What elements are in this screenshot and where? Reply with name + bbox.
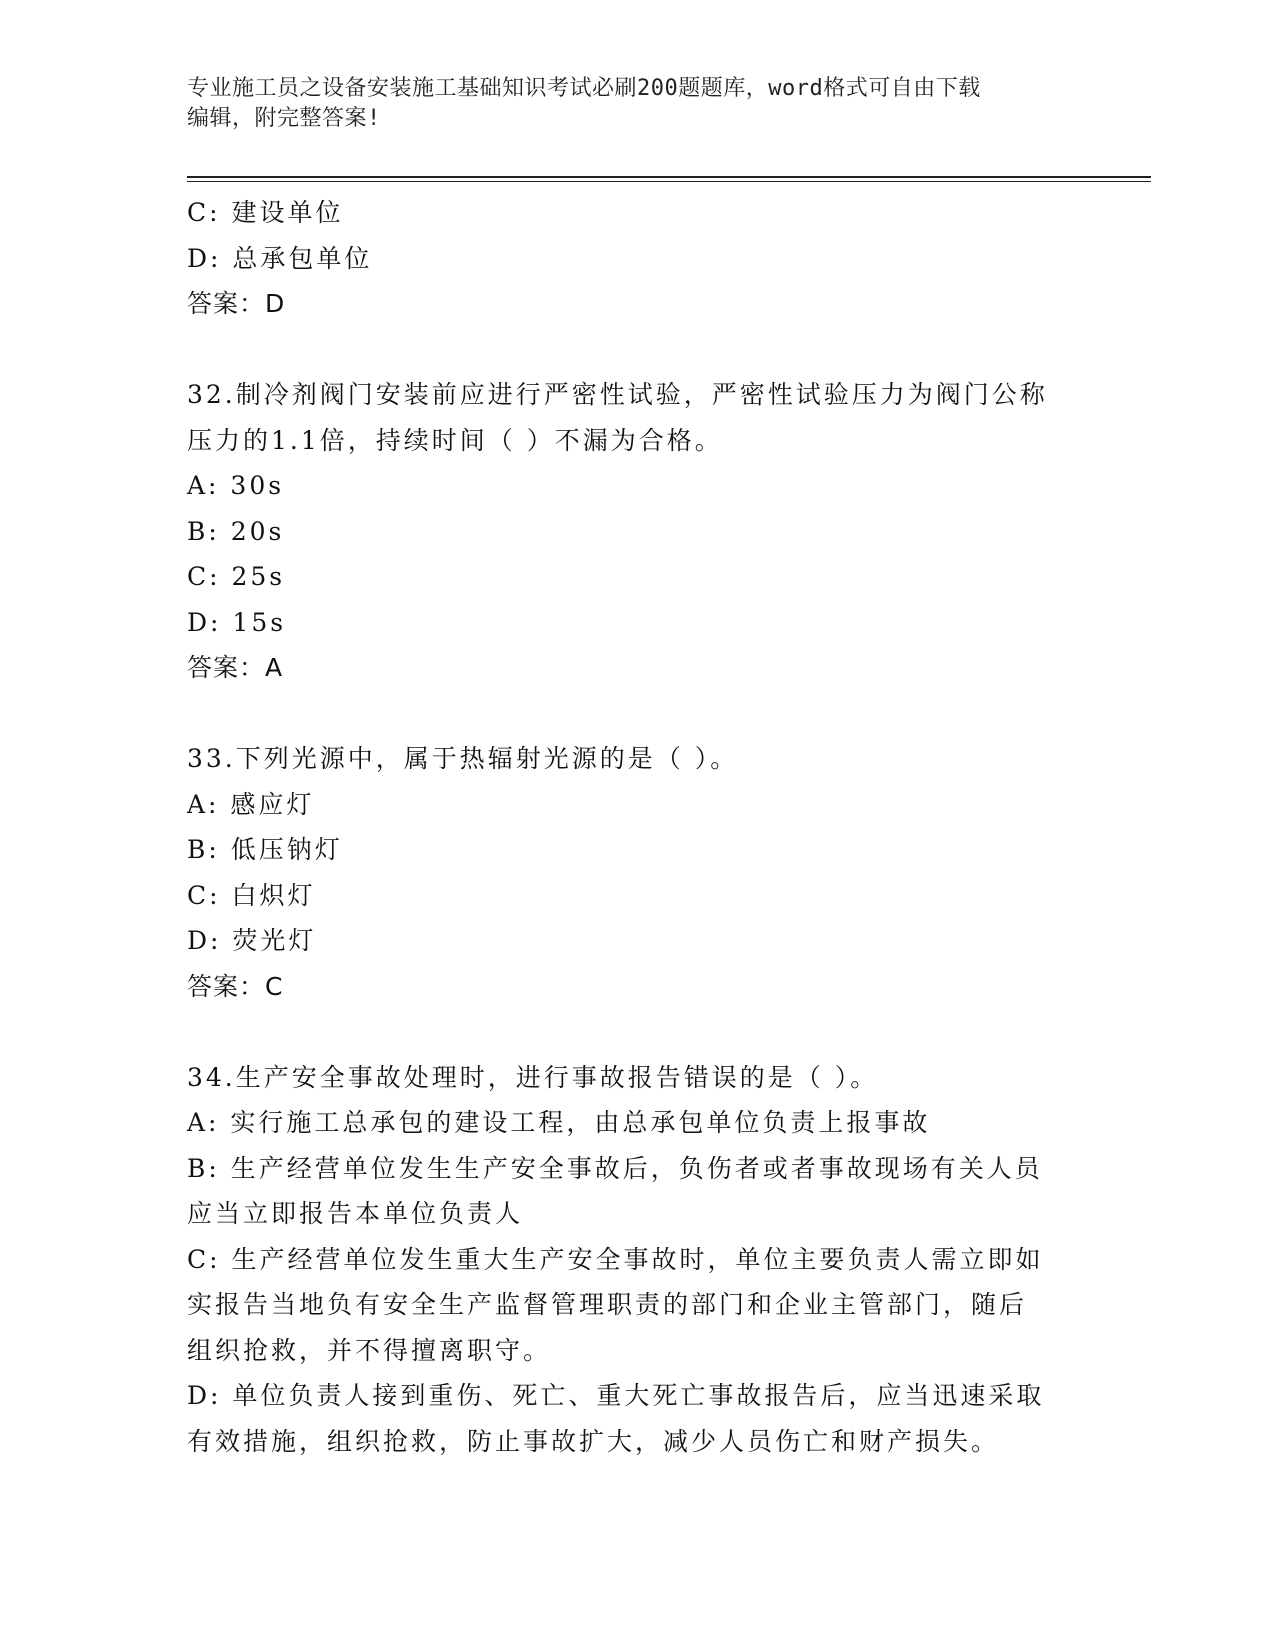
question-stem: 33.下列光源中，属于热辐射光源的是（ ）。 (187, 744, 739, 773)
question-32 (187, 372, 1087, 691)
header-title-line1: 专业施工员之设备安装施工基础知识考试必刷200题题库，word格式可自由下载 (187, 76, 981, 101)
question-stem: 34.生产安全事故处理时，进行事故报告错误的是（ ）。 (187, 1062, 879, 1092)
answer-line: 答案：D (187, 289, 286, 318)
option-a: A: 实行施工总承包的建设工程，由总承包单位负责上报事故 (187, 1108, 931, 1137)
option-d: D: 荧光灯 (187, 926, 317, 955)
option-a: A: 感应灯 (187, 789, 315, 819)
header-title-line2: 编辑，附完整答案! (187, 106, 381, 131)
spacer (187, 691, 1087, 737)
question-33 (187, 736, 1087, 1009)
question-31-tail (187, 190, 1087, 327)
option-d: D: 总承包单位 (187, 243, 373, 273)
question-stem: 32.制冷剂阀门安装前应进行严密性试验，严密性试验压力为阀门公称 (187, 380, 1048, 409)
question-34 (187, 1055, 1087, 1465)
page-header (187, 74, 1067, 134)
question-list (187, 190, 1087, 1464)
option-c-continued: 实报告当地负有安全生产监督管理职责的部门和企业主管部门，随后 (187, 1290, 1028, 1319)
option-b: B: 20s (187, 516, 285, 546)
header-rule-thick (187, 176, 1151, 178)
spacer (187, 327, 1087, 373)
answer-line: 答案：C (187, 971, 284, 1001)
option-a: A: 30s (187, 471, 285, 500)
option-d: D: 单位负责人接到重伤、死亡、重大死亡事故报告后，应当迅速采取 (187, 1381, 1045, 1410)
question-stem-continued: 压力的1.1倍，持续时间（ ）不漏为合格。 (187, 425, 723, 455)
option-d-continued: 有效措施，组织抢救，防止事故扩大，减少人员伤亡和财产损失。 (187, 1426, 1000, 1456)
option-d: D: 15s (187, 607, 287, 637)
option-c: C: 生产经营单位发生重大生产安全事故时，单位主要负责人需立即如 (187, 1244, 1044, 1274)
option-b: B: 低压钠灯 (187, 835, 343, 864)
option-b-continued: 应当立即报告本单位负责人 (187, 1199, 524, 1228)
option-c-continued: 组织抢救，并不得擅离职守。 (187, 1335, 552, 1365)
option-c: C: 白炽灯 (187, 880, 316, 910)
header-rule-thin (187, 181, 1151, 182)
spacer (187, 1009, 1087, 1055)
option-b: B: 生产经营单位发生生产安全事故后，负伤者或者事故现场有关人员 (187, 1153, 1043, 1183)
option-c: C: 建设单位 (187, 198, 344, 227)
answer-line: 答案：A (187, 653, 284, 682)
option-c: C: 25s (187, 562, 286, 591)
